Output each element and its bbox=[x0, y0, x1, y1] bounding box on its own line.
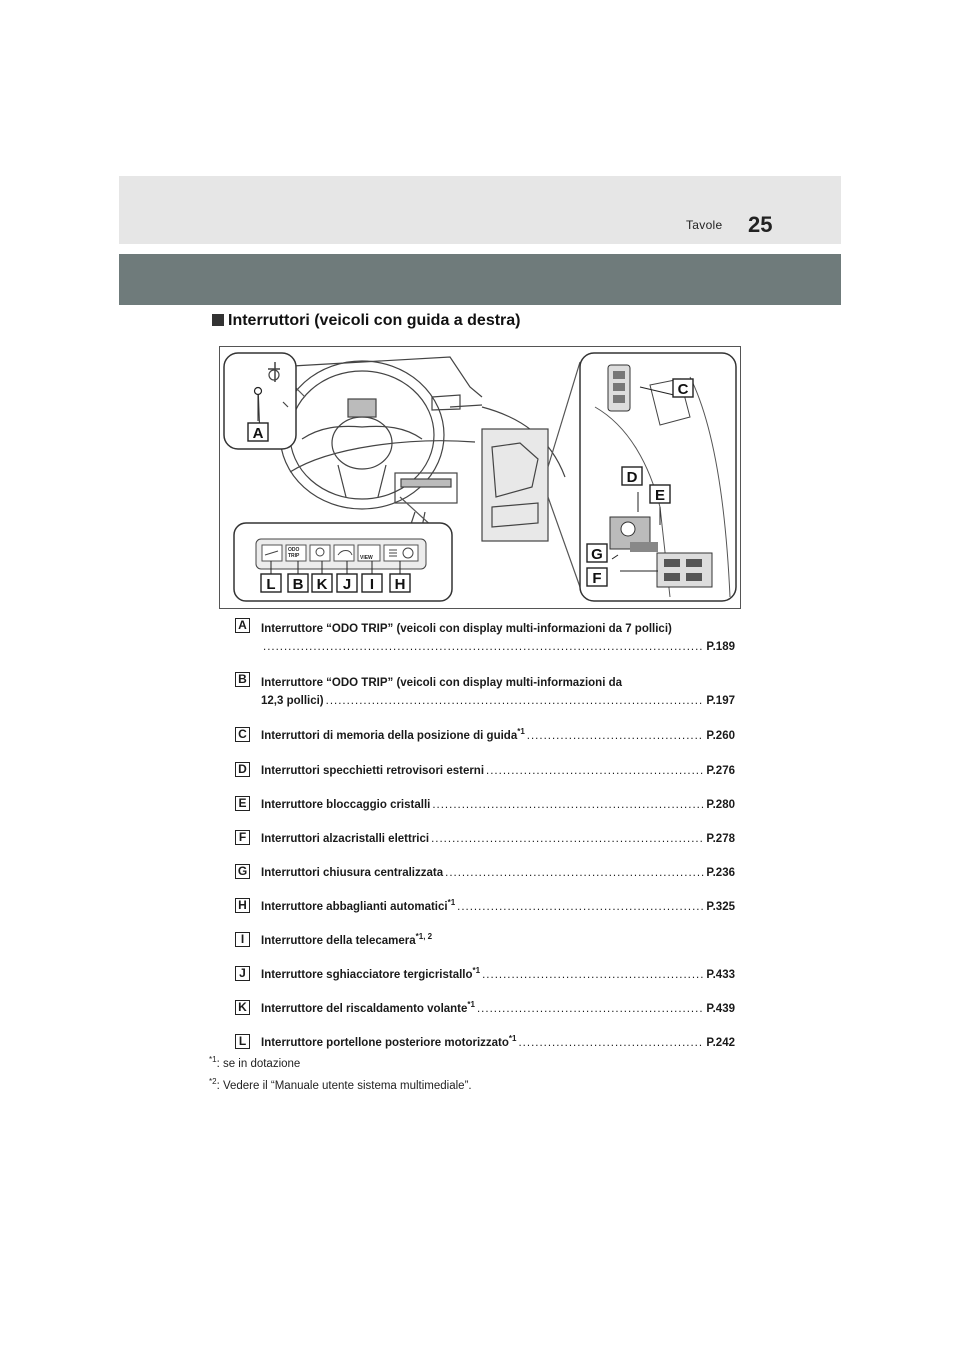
item-key: D bbox=[235, 762, 250, 777]
callout-k: K bbox=[316, 576, 328, 593]
list-item bbox=[235, 672, 735, 707]
callout-e: E bbox=[654, 487, 666, 504]
item-key: K bbox=[235, 1000, 250, 1015]
callout-a: A bbox=[252, 425, 264, 442]
list-item bbox=[235, 727, 735, 743]
footnote-1 bbox=[209, 1055, 301, 1070]
item-ref: P.280 bbox=[706, 799, 735, 811]
footnote-text: : Vedere il “Manuale utente sistema multimediale”. bbox=[216, 1080, 472, 1092]
item-text-2: 12,3 pollici) bbox=[261, 695, 324, 707]
item-ref: P.197 bbox=[706, 695, 735, 707]
view-label: VIEW bbox=[360, 555, 373, 561]
list-item bbox=[235, 966, 735, 982]
list-item bbox=[235, 1034, 735, 1050]
footnote-text: : se in dotazione bbox=[216, 1058, 301, 1070]
item-ref: P.236 bbox=[706, 867, 735, 879]
item-sup: *1 bbox=[508, 1034, 517, 1043]
callout-i: I bbox=[369, 576, 375, 593]
callout-c: C bbox=[677, 381, 689, 398]
list-item bbox=[235, 898, 735, 914]
item-ref: P.325 bbox=[706, 901, 735, 913]
item-sup: *1 bbox=[517, 727, 525, 736]
list-item bbox=[235, 762, 735, 778]
list-item bbox=[235, 618, 735, 653]
callout-l: L bbox=[266, 576, 276, 593]
item-ref: P.276 bbox=[706, 765, 735, 777]
list-item bbox=[235, 830, 735, 846]
dashboard-drawing bbox=[220, 347, 740, 608]
footnote-mark: *1 bbox=[209, 1055, 217, 1064]
item-sup: *1 bbox=[447, 898, 456, 907]
item-text: Interruttore “ODO TRIP” (veicoli con display multi-informazioni da 7 pollici) bbox=[261, 623, 672, 635]
item-text: Interruttori specchietti retrovisori esterni bbox=[261, 765, 485, 777]
item-text: Interruttori di memoria della posizione di guida bbox=[261, 730, 518, 742]
list-item bbox=[235, 932, 735, 948]
item-key: G bbox=[235, 864, 250, 879]
callout-b: B bbox=[292, 576, 304, 593]
item-text: Interruttore della telecamera bbox=[261, 935, 416, 947]
item-text: Interruttore portellone posteriore motorizzato bbox=[261, 1037, 509, 1049]
item-key: E bbox=[235, 796, 250, 811]
item-text: Interruttori alzacristalli elettrici bbox=[261, 833, 430, 845]
header-band bbox=[119, 254, 841, 305]
item-text: Interruttore abbaglianti automatici bbox=[261, 901, 448, 913]
callout-f: F bbox=[592, 570, 602, 587]
item-text: Interruttore sghiacciatore tergicristallo bbox=[261, 969, 473, 981]
item-ref: P.189 bbox=[706, 641, 735, 653]
item-sup: *1 bbox=[467, 1000, 475, 1009]
item-ref: P.433 bbox=[706, 969, 735, 981]
item-text: Interruttore del riscaldamento volante bbox=[261, 1003, 468, 1015]
footnote-mark: *2 bbox=[209, 1077, 217, 1086]
item-key: L bbox=[235, 1034, 250, 1049]
trip-label: TRIP bbox=[288, 553, 300, 559]
item-key: F bbox=[235, 830, 250, 845]
callout-d: D bbox=[626, 469, 638, 486]
item-ref: P.439 bbox=[706, 1003, 735, 1015]
item-sup: *1, 2 bbox=[415, 932, 433, 941]
item-key: C bbox=[235, 727, 250, 742]
item-ref: P.242 bbox=[706, 1037, 735, 1049]
item-ref: P.260 bbox=[706, 730, 735, 742]
item-key: I bbox=[235, 932, 250, 947]
callout-g: G bbox=[591, 546, 603, 563]
section-title bbox=[212, 312, 521, 330]
page-number: 25 bbox=[748, 212, 773, 237]
footnote-2 bbox=[209, 1077, 472, 1092]
list-item bbox=[235, 1000, 735, 1016]
callout-h: H bbox=[394, 576, 406, 593]
item-text: Interruttore bloccaggio cristalli bbox=[261, 799, 431, 811]
section-name: Tavole bbox=[686, 218, 723, 232]
item-ref: P.278 bbox=[706, 833, 735, 845]
callout-j: J bbox=[342, 576, 352, 593]
item-key: A bbox=[235, 618, 250, 633]
switches-illustration bbox=[219, 346, 741, 609]
section-title-text: Interruttori (veicoli con guida a destra) bbox=[228, 312, 521, 329]
item-key: B bbox=[235, 672, 250, 687]
list-item bbox=[235, 796, 735, 812]
item-key: J bbox=[235, 966, 250, 981]
list-item bbox=[235, 864, 735, 880]
odo-label: ODO bbox=[288, 547, 300, 553]
square-bullet-icon bbox=[212, 314, 224, 326]
header-bar bbox=[119, 176, 841, 244]
item-text: Interruttori chiusura centralizzata bbox=[261, 867, 444, 879]
item-sup: *1 bbox=[472, 966, 481, 975]
item-text: Interruttore “ODO TRIP” (veicoli con display multi-informazioni da bbox=[261, 677, 623, 689]
item-key: H bbox=[235, 898, 250, 913]
